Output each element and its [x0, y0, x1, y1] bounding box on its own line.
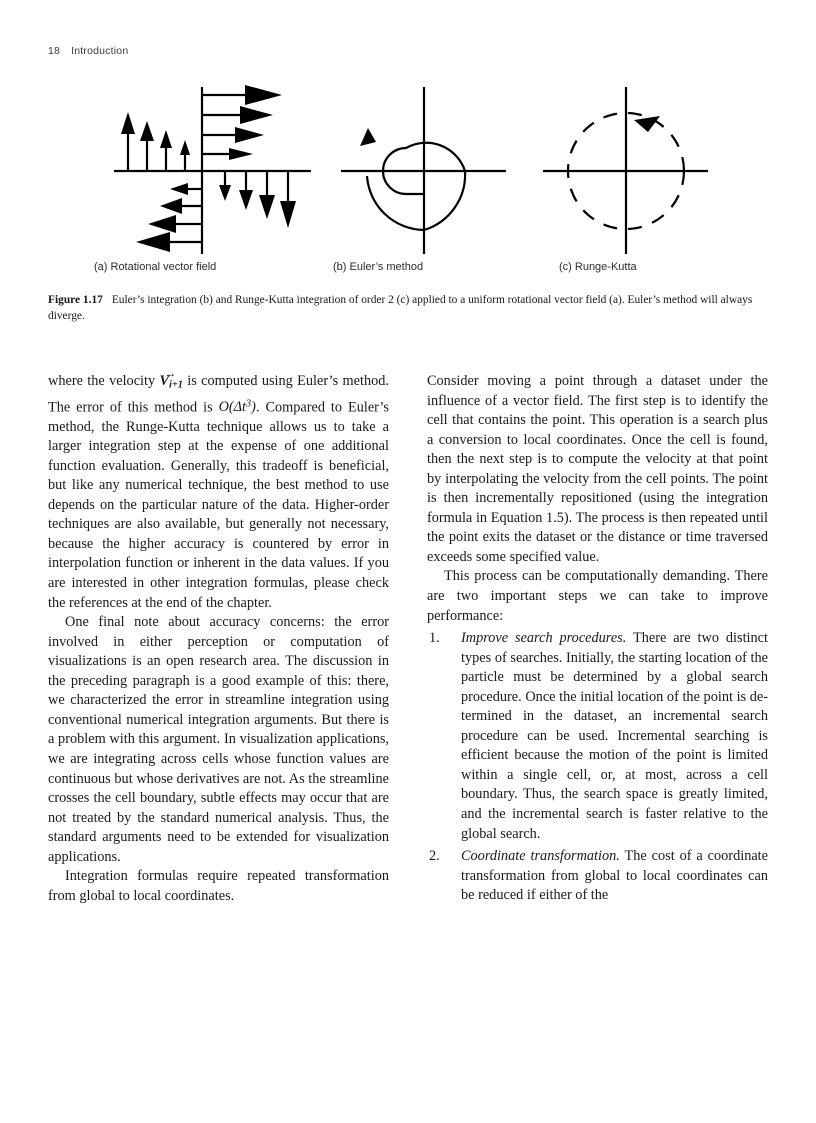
math-velocity-symbol: [159, 367, 183, 395]
math-velocity-subscript: i+1: [169, 379, 183, 391]
math-error-close: ): [251, 399, 256, 416]
page-number: 18: [48, 45, 61, 57]
subcaption-c: (c) Runge-Kutta: [559, 261, 637, 273]
list-item-lead: Improve search procedures.: [461, 630, 627, 647]
rotational-vector-field-diagram: [106, 82, 321, 257]
figure-subcaptions: [48, 261, 768, 281]
vector-arrow-icon: →: [164, 367, 177, 381]
figure-panels: [48, 82, 768, 257]
circle-arrowhead-icon: [634, 116, 660, 132]
list-item: [427, 629, 768, 844]
math-error-order: [219, 399, 256, 415]
panel-rotational-vector-field: [106, 82, 321, 257]
math-velocity-base: V: [159, 373, 170, 389]
figure-label: Figure 1.17: [48, 294, 103, 306]
panel-euler-method: [336, 82, 511, 257]
body-column-right: [427, 372, 768, 906]
subcaption-a: (a) Rotational vector field: [94, 261, 217, 273]
list-item-lead: Coordinate transformation.: [461, 848, 620, 865]
math-error-open: O(Δ: [218, 399, 243, 416]
list-item-text: There are two distinct types of searches. Initially, the starting location of the particle must be determined by a global search procedure. Once the initial location of the point is determined in the dataset, an incremental search procedure can be used. Incremental searching is efficient because the motion of the point is limited within a single cell, or, at most, across a cell boundary. Thus, the search space is greatly limited, and the incremental search is faster relative to the global search.: [461, 630, 768, 842]
math-error-var: t: [242, 399, 247, 416]
list-item-number: 1.: [429, 630, 440, 647]
para1-part2: is computed using Euler’s method. The error of this method is: [48, 373, 389, 416]
figure-1-17: [48, 82, 768, 281]
paragraph-where-velocity: [48, 367, 389, 613]
para1-part1: where the velocity: [48, 373, 160, 389]
paragraph-integration-formulas: Integration formulas require repeated transformation from global to local coordinates.: [48, 868, 389, 904]
figure-caption: [48, 292, 770, 325]
subcaption-b: (b) Euler’s method: [333, 261, 424, 273]
runge-kutta-circle-diagram: [538, 82, 713, 257]
panel-runge-kutta: [538, 82, 713, 257]
chapter-title: Introduction: [71, 45, 129, 57]
math-error-exponent: 3: [246, 398, 252, 410]
paragraph-accuracy-concerns: One final note about accuracy concerns: the error involved in either perception or computation of visualizations is an open research area. The discussion in the preceding paragraph is a good example of this: there, we characterized the error in streamline integration using conventional numerical integration arguments. But there is a problem with this argument. In visualization applications, we are integrating across cells whose function values are continuous but whose derivatives are not. As the streamline crosses the cell boundary, subtle effects may occur that are not treated by the standard numerical analysis. Thus, the standard arguments need to be extended for visualization applications.: [48, 614, 389, 865]
euler-spiral-diagram: [336, 82, 511, 257]
list-item-number: 2.: [429, 848, 440, 865]
para1-part3: . Compared to Euler’s method, the Runge-Kutta technique allows us to take a larger integration step at the expense of one additional function evaluation. Generally, this tradeoff is beneficial, but like any numerical technique, the best method to use depends on the particular nature of the data. Higher-order techniques are also available, but generally not necessary, because the higher accuracy is countered by error in interpolation function or inherent in the data values. If you are interested in other integration formulas, please check the references at the end of the chapter.: [48, 399, 389, 611]
list-item-text: The cost of a coordinate transformation from global to local coordinates can be reduced if either of the: [461, 848, 769, 904]
body-column-left: [48, 367, 389, 906]
figure-caption-text: Euler’s integration (b) and Runge-Kutta integration of order 2 (c) applied to a uniform rotational vector field (a). Euler’s method will always diverge.: [48, 294, 753, 323]
paragraph-consider-moving-point: Consider moving a point through a dataset under the influence of a vector field. The first step is to identify the cell that contains the point. This operation is a search plus a conversion to local coordinates. Once the cell is found, then the next step is to compute the velocity at that point by interpolating the velocity from the cell points. The point is then incrementally repositioned (using the integration formula in Equation 1.5). The process is then repeated until the point exits the dataset or the distance or time traversed exceeds some specified value.: [427, 373, 768, 565]
spiral-arrowhead-icon: [360, 128, 376, 146]
running-head: [48, 45, 128, 57]
performance-steps-list: [427, 629, 768, 906]
paragraph-computationally-demanding: This process can be computationally demanding. There are two important steps we can take to improve performance:: [427, 568, 768, 624]
list-item: [427, 847, 768, 906]
